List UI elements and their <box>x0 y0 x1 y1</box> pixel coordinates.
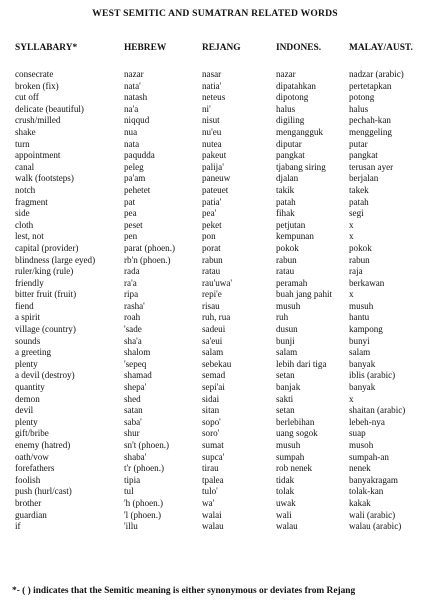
page-title: WEST SEMITIC AND SUMATRAN RELATED WORDS <box>92 8 338 19</box>
hebrew-cell: paqudda <box>124 150 155 161</box>
hebrew-cell: tul <box>124 486 134 497</box>
hebrew-cell: pat <box>124 196 136 207</box>
rejang-cell: pakeut <box>202 150 227 161</box>
indonesian-cell: lebih dari tiga <box>276 358 327 369</box>
indonesian-cell: dusun <box>276 324 298 335</box>
syllabary-cell: appointment <box>15 150 61 161</box>
rejang-cell: nisut <box>202 115 220 126</box>
syllabary-cell: quantity <box>15 382 45 393</box>
indonesian-cell: digiling <box>276 115 305 126</box>
indonesian-cell: wali <box>276 509 292 520</box>
hebrew-cell: ripa <box>124 289 139 300</box>
table-row <box>0 475 430 487</box>
rejang-cell: neteus <box>202 92 226 103</box>
syllabary-cell: demon <box>15 393 40 404</box>
rejang-cell: ratau <box>202 266 221 277</box>
rejang-cell: salam <box>202 347 224 358</box>
table-row <box>0 81 430 93</box>
indonesian-cell: diputar <box>276 138 302 149</box>
indonesian-cell: berlebihan <box>276 416 315 427</box>
malay-aust-cell: pokok <box>349 242 372 253</box>
syllabary-cell: plenty <box>15 416 38 427</box>
malay-aust-cell: nadzar (arabic) <box>349 69 404 79</box>
syllabary-cell: if <box>15 521 21 532</box>
table-row <box>0 382 430 394</box>
table-row <box>0 463 430 475</box>
rejang-cell: palija' <box>202 161 224 172</box>
hebrew-cell: 'sepeq <box>124 358 147 369</box>
hebrew-cell: niqqud <box>124 115 150 126</box>
rejang-cell: sitan <box>202 405 220 416</box>
table-row <box>0 486 430 498</box>
hebrew-cell: ra'a <box>124 277 137 288</box>
indonesian-cell: sumpah <box>276 451 305 462</box>
syllabary-cell: notch <box>15 184 36 195</box>
malay-aust-cell: halus <box>349 103 369 114</box>
malay-aust-cell: iblis (arabic) <box>349 370 396 381</box>
rejang-cell: natia' <box>202 80 222 91</box>
syllabary-cell: forefathers <box>15 463 55 474</box>
hebrew-cell: shur <box>124 428 140 439</box>
hebrew-cell: 'l (phoen.) <box>124 509 161 520</box>
rejang-cell: sidai <box>202 393 220 404</box>
malay-aust-cell: suap <box>349 428 366 439</box>
table-row <box>0 231 430 243</box>
table-row <box>0 255 430 267</box>
syllabary-cell: village (country) <box>15 324 76 335</box>
table-row <box>0 359 430 371</box>
hebrew-cell: rada <box>124 266 140 277</box>
syllabary-cell: devil <box>15 405 34 416</box>
hebrew-cell: nua <box>124 126 138 137</box>
indonesian-cell: rob nenek <box>276 463 313 474</box>
malay-aust-cell: patah <box>349 196 369 207</box>
table-row <box>0 370 430 382</box>
malay-aust-cell: salam <box>349 347 371 358</box>
word-table <box>0 69 430 533</box>
rejang-cell: porat <box>202 242 221 253</box>
hebrew-cell: pehetet <box>124 184 151 195</box>
malay-aust-cell: banyak <box>349 382 376 393</box>
indonesian-cell: tolak <box>276 486 295 497</box>
malay-aust-cell: kampong <box>349 324 383 335</box>
indonesian-cell: kempunan <box>276 231 314 242</box>
malay-aust-cell: wali (arabic) <box>349 509 396 520</box>
rejang-cell: nu'eu <box>202 126 222 137</box>
hebrew-cell: peleg <box>124 161 144 172</box>
syllabary-cell: cut off <box>15 92 39 103</box>
malay-aust-cell: segi <box>349 208 364 219</box>
table-row <box>0 452 430 464</box>
malay-aust-cell: raja <box>349 266 363 277</box>
indonesian-cell: pokok <box>276 242 299 253</box>
syllabary-cell: guardian <box>15 509 47 520</box>
indonesian-cell: bunji <box>276 335 295 346</box>
indonesian-cell: mengangguk <box>276 126 323 137</box>
indonesian-cell: setan <box>276 370 295 381</box>
table-row <box>0 347 430 359</box>
indonesian-cell: nazar <box>276 69 296 79</box>
syllabary-cell: side <box>15 208 30 219</box>
malay-aust-cell: berkawan <box>349 277 385 288</box>
rejang-cell: sa'eui <box>202 335 223 346</box>
rejang-cell: ni' <box>202 103 211 114</box>
syllabary-cell: ruler/king (rule) <box>15 266 74 277</box>
hebrew-cell: sn't (phoen.) <box>124 440 170 450</box>
syllabary-cell: broken (fix) <box>15 80 59 91</box>
indonesian-cell: peramah <box>276 277 308 288</box>
syllabary-cell: friendly <box>15 277 44 288</box>
table-row <box>0 521 430 533</box>
malay-aust-cell: sumpah-an <box>349 451 389 462</box>
syllabary-cell: delicate (beautiful) <box>15 103 84 114</box>
indonesian-cell: rabun <box>276 254 297 265</box>
syllabary-cell: fragment <box>15 196 48 207</box>
indonesian-cell: uwak <box>276 497 296 508</box>
indonesian-cell: tidak <box>276 474 295 485</box>
table-row <box>0 208 430 220</box>
malay-aust-cell: potong <box>349 92 375 103</box>
hebrew-cell: sha'a <box>124 335 142 346</box>
rejang-cell: rau'uwa' <box>202 277 233 288</box>
table-row <box>0 69 430 81</box>
hebrew-cell: shamad <box>124 370 152 381</box>
indonesian-cell: ruh <box>276 312 289 323</box>
syllabary-cell: enemy (hatred) <box>15 440 71 450</box>
syllabary-cell: walk (footsteps) <box>15 173 74 184</box>
malay-aust-cell: walau (arabic) <box>349 521 402 532</box>
syllabary-cell: bitter fruit (fruit) <box>15 289 77 300</box>
indonesian-cell: fihak <box>276 208 295 219</box>
hebrew-cell: saba' <box>124 416 142 427</box>
table-row <box>0 220 430 232</box>
rejang-cell: sebekau <box>202 358 232 369</box>
syllabary-cell: sounds <box>15 335 41 346</box>
hebrew-cell: pa'am <box>124 173 146 184</box>
hebrew-cell: parat (phoen.) <box>124 242 176 253</box>
indonesian-cell: takik <box>276 184 295 195</box>
hebrew-cell: nata' <box>124 80 141 91</box>
malay-aust-cell: shaitan (arabic) <box>349 405 406 416</box>
column-headers <box>0 43 430 57</box>
header-hebrew: HEBREW <box>124 43 167 53</box>
table-row <box>0 510 430 522</box>
malay-aust-cell: x <box>349 393 354 404</box>
hebrew-cell: shepa' <box>124 382 147 393</box>
table-row <box>0 498 430 510</box>
rejang-cell: walai <box>202 509 222 520</box>
hebrew-cell: shaba' <box>124 451 147 462</box>
syllabary-cell: brother <box>15 497 42 508</box>
rejang-cell: ruh, rua <box>202 312 231 323</box>
table-row <box>0 312 430 324</box>
malay-aust-cell: x <box>349 289 354 300</box>
rejang-cell: semad <box>202 370 226 381</box>
rejang-cell: rabun <box>202 254 223 265</box>
table-row <box>0 336 430 348</box>
indonesian-cell: ratau <box>276 266 295 277</box>
hebrew-cell: rasha' <box>124 300 145 311</box>
indonesian-cell: salam <box>276 347 298 358</box>
syllabary-cell: canal <box>15 161 35 172</box>
malay-aust-cell: putar <box>349 138 368 149</box>
hebrew-cell: na'a <box>124 103 139 114</box>
rejang-cell: risau <box>202 300 220 311</box>
syllabary-cell: cloth <box>15 219 34 230</box>
hebrew-cell: shalom <box>124 347 151 358</box>
syllabary-cell: turn <box>15 138 30 149</box>
malay-aust-cell: banyak <box>349 358 376 369</box>
indonesian-cell: musuh <box>276 300 301 311</box>
malay-aust-cell: menggeling <box>349 126 392 137</box>
table-row <box>0 243 430 255</box>
rejang-cell: paneuw <box>202 173 231 184</box>
syllabary-cell: capital (provider) <box>15 242 79 253</box>
hebrew-cell: nata <box>124 138 140 149</box>
rejang-cell: soro' <box>202 428 220 439</box>
indonesian-cell: dipotong <box>276 92 309 103</box>
rejang-cell: pon <box>202 231 216 242</box>
header-syllabary: SYLLABARY* <box>15 43 78 53</box>
malay-aust-cell: bunyi <box>349 335 370 346</box>
rejang-cell: wa' <box>202 497 215 508</box>
indonesian-cell: djalan <box>276 173 299 184</box>
rejang-cell: sepi'ai <box>202 382 225 393</box>
hebrew-cell: satan <box>124 405 143 416</box>
table-row <box>0 92 430 104</box>
hebrew-cell: 'illu <box>124 521 138 532</box>
indonesian-cell: petjutan <box>276 219 306 230</box>
rejang-cell: patia' <box>202 196 222 207</box>
hebrew-cell: shed <box>124 393 141 404</box>
indonesian-cell: banjak <box>276 382 301 393</box>
malay-aust-cell: tolak-kan <box>349 486 384 497</box>
malay-aust-cell: hantu <box>349 312 370 323</box>
syllabary-cell: fiend <box>15 300 34 311</box>
header-indonesian: INDONES. <box>276 43 322 53</box>
indonesian-cell: tjabang siring <box>276 161 326 172</box>
rejang-cell: tulo' <box>202 486 218 497</box>
malay-aust-cell: takek <box>349 184 369 195</box>
table-row <box>0 150 430 162</box>
indonesian-cell: uang sogok <box>276 428 318 439</box>
table-row <box>0 428 430 440</box>
syllabary-cell: a devil (destroy) <box>15 370 75 381</box>
malay-aust-cell: rabun <box>349 254 370 265</box>
table-row <box>0 115 430 127</box>
table-row <box>0 127 430 139</box>
hebrew-cell: roah <box>124 312 141 323</box>
rejang-cell: nutea <box>202 138 222 149</box>
table-row <box>0 139 430 151</box>
table-row <box>0 266 430 278</box>
malay-aust-cell: musuh <box>349 300 374 311</box>
syllabary-cell: a greeting <box>15 347 52 358</box>
table-row <box>0 104 430 116</box>
syllabary-cell: oath/vow <box>15 451 49 462</box>
malay-aust-cell: terusan ayer <box>349 161 394 172</box>
rejang-cell: walau <box>202 521 224 532</box>
rejang-cell: sumat <box>202 440 224 450</box>
malay-aust-cell: berjalan <box>349 173 379 184</box>
malay-aust-cell: banyakragam <box>349 474 398 485</box>
malay-aust-cell: pechah-kan <box>349 115 391 126</box>
syllabary-cell: a spirit <box>15 312 41 323</box>
hebrew-cell: pen <box>124 231 138 242</box>
table-row <box>0 185 430 197</box>
malay-aust-cell: pertetapkan <box>349 80 392 91</box>
rejang-cell: repi'e <box>202 289 222 300</box>
table-row <box>0 394 430 406</box>
syllabary-cell: shake <box>15 126 36 137</box>
syllabary-cell: lest, not <box>15 231 44 242</box>
table-row <box>0 162 430 174</box>
malay-aust-cell: x <box>349 231 354 242</box>
rejang-cell: peket <box>202 219 222 230</box>
malay-aust-cell: x <box>349 219 354 230</box>
header-rejang: REJANG <box>202 43 241 53</box>
indonesian-cell: walau <box>276 521 298 532</box>
hebrew-cell: 'sade <box>124 324 142 335</box>
table-row <box>0 173 430 185</box>
table-row <box>0 417 430 429</box>
indonesian-cell: buah jang pahit <box>276 289 333 300</box>
indonesian-cell: musuh <box>276 440 301 450</box>
syllabary-cell: gift/bribe <box>15 428 49 439</box>
table-row <box>0 440 430 452</box>
malay-aust-cell: pangkat <box>349 150 378 161</box>
rejang-cell: pea' <box>202 208 217 219</box>
rejang-cell: pateuet <box>202 184 229 195</box>
syllabary-cell: foolish <box>15 474 41 485</box>
rejang-cell: sadeui <box>202 324 226 335</box>
hebrew-cell: tipia <box>124 474 141 485</box>
syllabary-cell: crush/milled <box>15 115 61 126</box>
hebrew-cell: t'r (phoen.) <box>124 463 165 474</box>
hebrew-cell: rb'n (phoen.) <box>124 254 171 265</box>
syllabary-cell: consecrate <box>15 69 54 79</box>
rejang-cell: supca' <box>202 451 225 462</box>
malay-aust-cell: lebeh-nya <box>349 416 385 427</box>
indonesian-cell: sakti <box>276 393 294 404</box>
syllabary-cell: blindness (large eyed) <box>15 254 96 265</box>
table-row <box>0 301 430 313</box>
table-row <box>0 324 430 336</box>
table-row <box>0 197 430 209</box>
hebrew-cell: 'h (phoen.) <box>124 497 164 508</box>
rejang-cell: sopo' <box>202 416 221 427</box>
rejang-cell: tpalea <box>202 474 224 485</box>
rejang-cell: tirau <box>202 463 219 474</box>
malay-aust-cell: kakak <box>349 497 371 508</box>
table-row <box>0 278 430 290</box>
rejang-cell: nasar <box>202 69 222 79</box>
indonesian-cell: setan <box>276 405 295 416</box>
hebrew-cell: natash <box>124 92 148 103</box>
table-row <box>0 289 430 301</box>
syllabary-cell: plenty <box>15 358 38 369</box>
indonesian-cell: dipatahkan <box>276 80 316 91</box>
malay-aust-cell: musoh <box>349 440 374 450</box>
hebrew-cell: nazar <box>124 69 144 79</box>
header-malay-aust: MALAY/AUST. <box>349 43 413 53</box>
syllabary-cell: push (hurl/cast) <box>15 486 72 497</box>
indonesian-cell: halus <box>276 103 296 114</box>
footnote: *- ( ) indicates that the Semitic meaning is either synonymous or deviates from Rejang <box>12 586 356 596</box>
table-row <box>0 405 430 417</box>
indonesian-cell: pangkat <box>276 150 305 161</box>
malay-aust-cell: nenek <box>349 463 371 474</box>
hebrew-cell: peset <box>124 219 143 230</box>
hebrew-cell: pea <box>124 208 137 219</box>
indonesian-cell: patah <box>276 196 296 207</box>
